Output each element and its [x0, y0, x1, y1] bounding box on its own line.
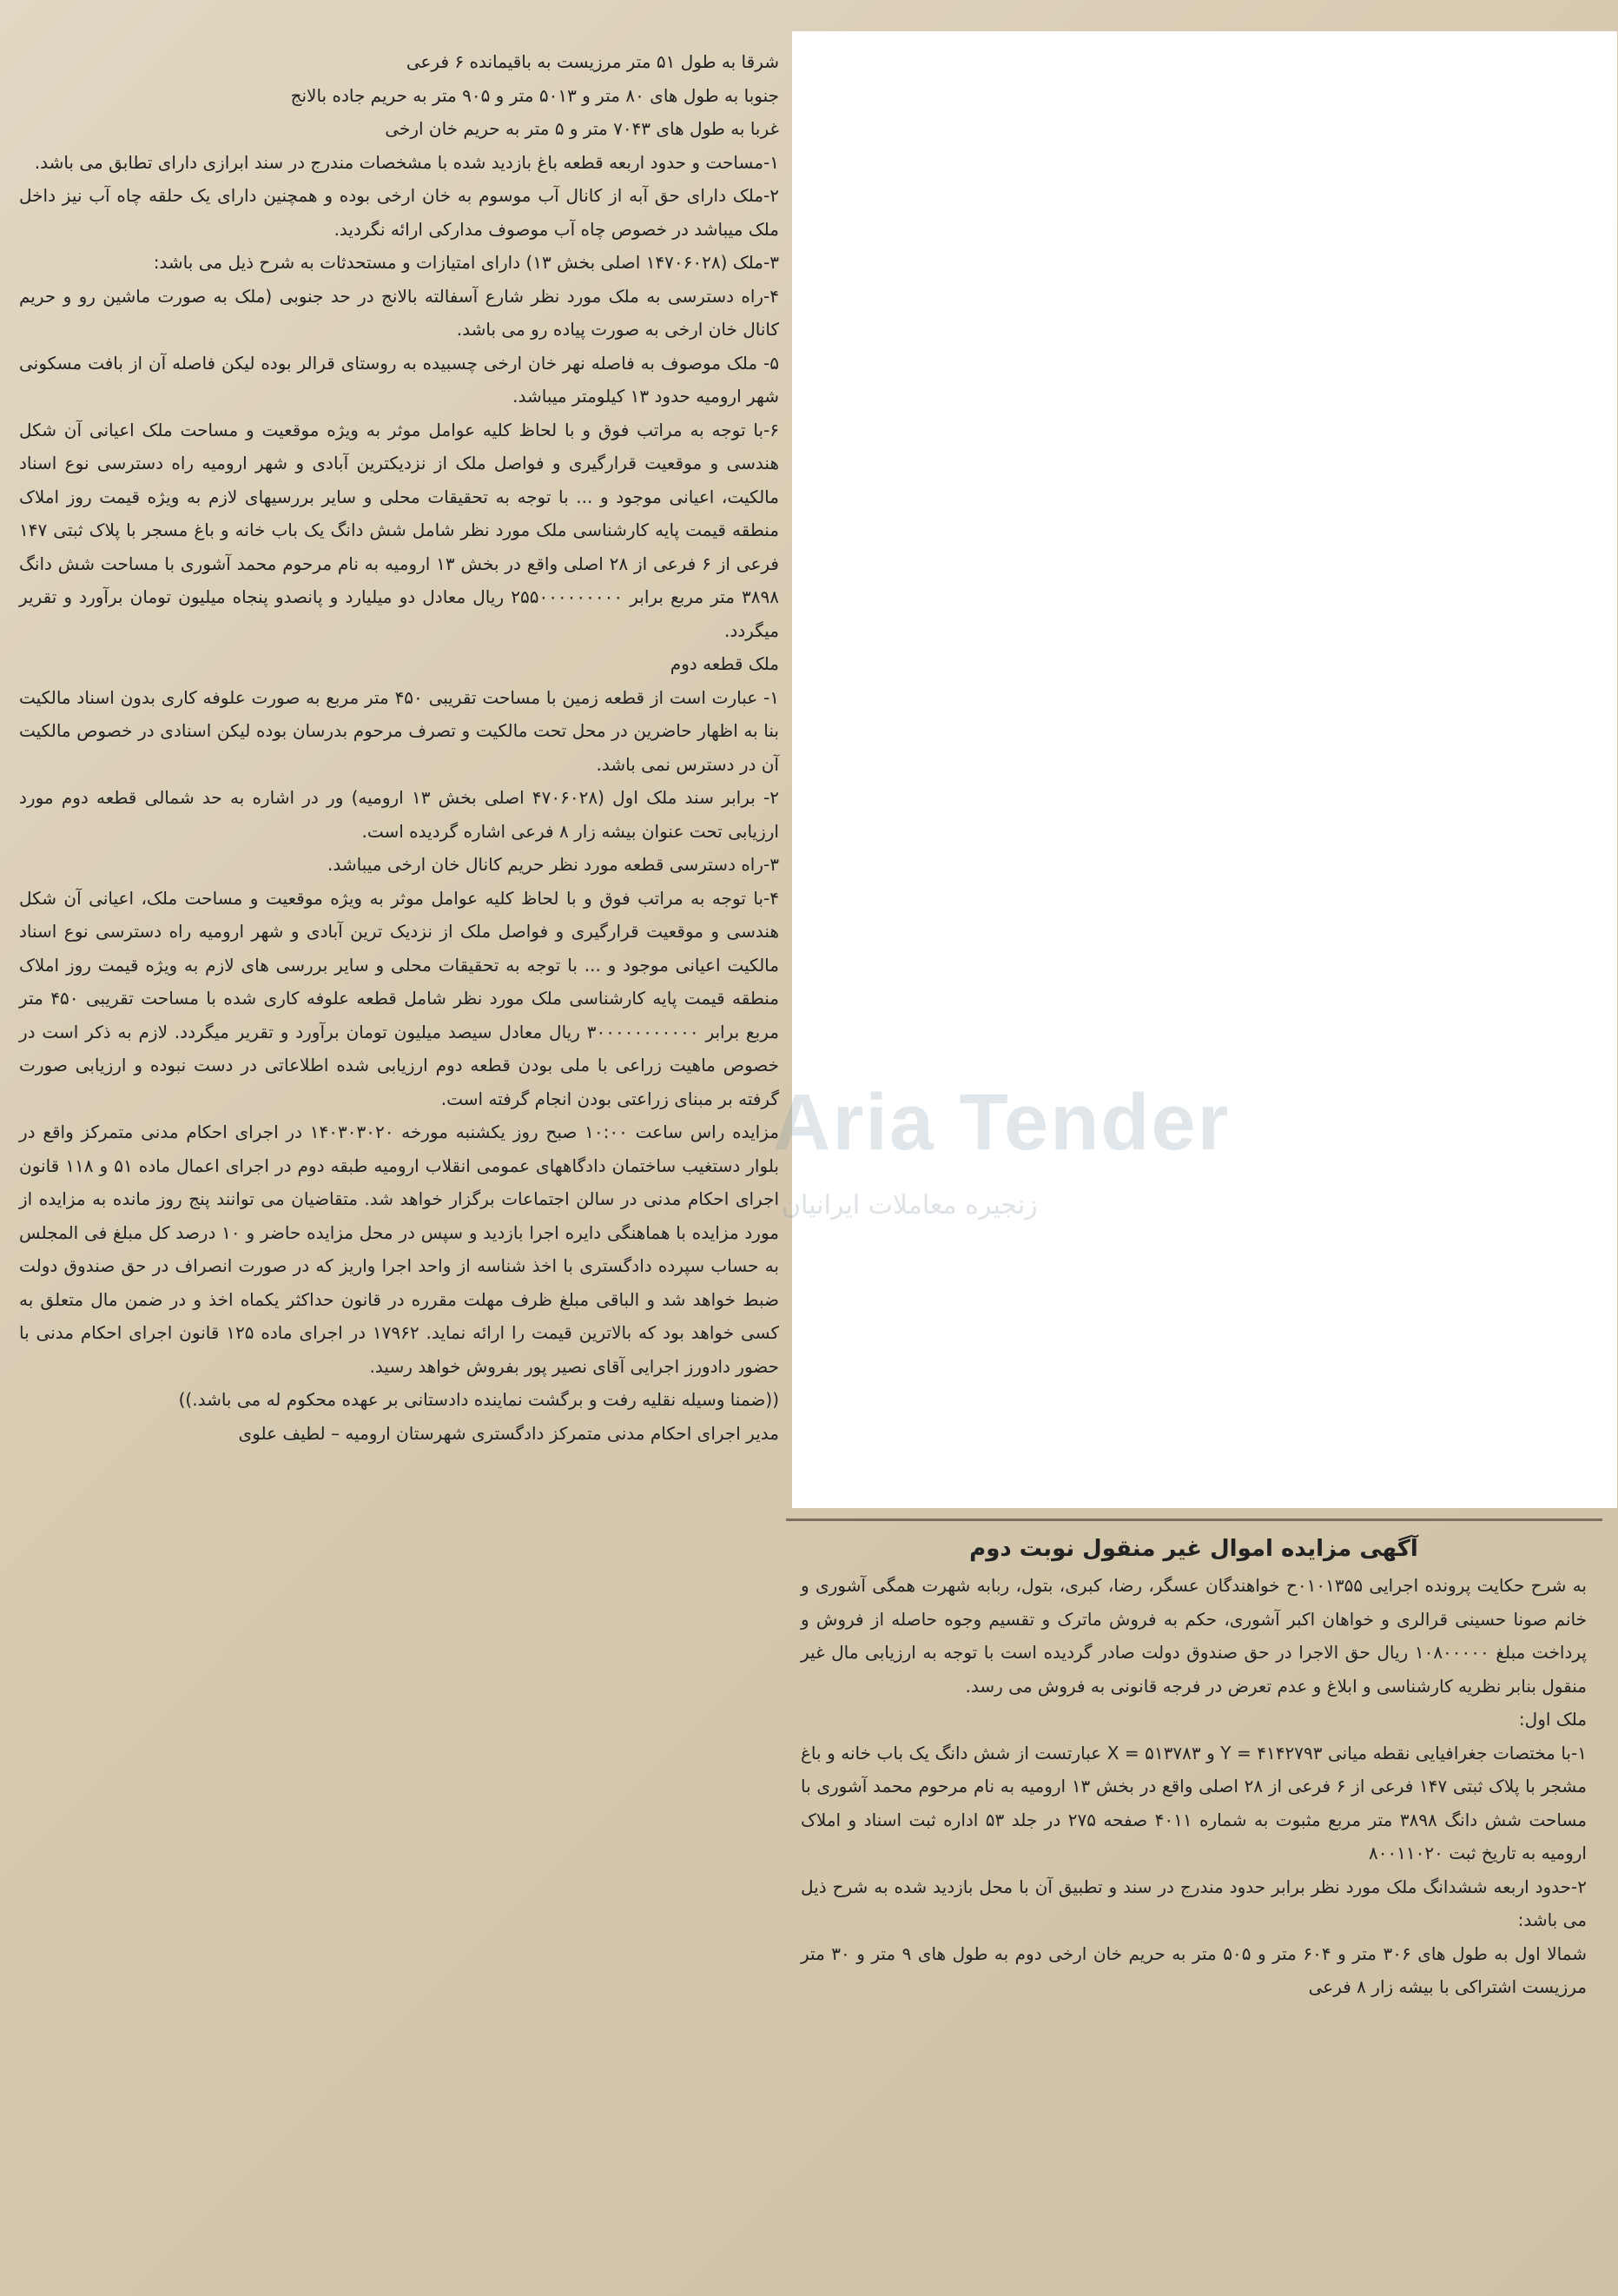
notice-title: آگهی مزایده اموال غیر منقول نوبت دوم [969, 1536, 1418, 1562]
text-paragraph: ۲- برابر سند ملک اول (۴۷۰۶۰۲۸ اصلی بخش ۱۳ ارومیه) ور در اشاره به حد شمالی قطعه دوم مورد ارزیابی تحت عنوان بیشه زار ۸ فرعی اشاره گردیده است. [19, 787, 779, 842]
text-paragraph: ۲-ملک دارای حق آبه از کانال آب موسوم به خان ارخی بوده و همچنین دارای یک حلقه چاه آب نیز داخل ملک میباشد در خصوص چاه آب موصوف مدارکی ارائه نگردید. [19, 185, 779, 240]
text-paragraph: ۳-راه دسترسی قطعه مورد نظر حریم کانال خان ارخی میباشد. [327, 854, 779, 875]
text-paragraph: ۱-با مختصات جغرافیایی نقطه میانی ۴۱۴۲۷۹۳ = Y و ۵۱۳۷۸۳ = X عبارتست از شش دانگ یک باب خانه و باغ مشجر با پلاک ثبتی ۱۴۷ فرعی از ۶ فرعی از ۲۸ اصلی واقع در بخش ۱۳ ارومیه به نام مرحوم محمد آشوری با مساحت شش دانگ ۳۸۹۸ متر مربع مثبوت به شماره ۴۰۱۱ صفحه ۲۷۵ در جلد ۵۳ اداره ثبت اسناد و املاک ارومیه به تاریخ ثبت ۸۰۰۱۱۰۲۰ [801, 1742, 1588, 1863]
watermark-tagline: زنجیره معاملات ایرانیان [782, 1190, 1038, 1221]
text-line: شرقا به طول ۵۱ متر مرزیست به باقیمانده ۶ فرعی [406, 51, 779, 72]
signature-line: مدیر اجرای احکام مدنی متمرکز دادگستری شهرستان ارومیه – لطیف علوی [238, 1422, 779, 1444]
column-divider [786, 1519, 1602, 1521]
text-paragraph: ۲-حدود اربعه ششدانگ ملک مورد نظر برابر حدود مندرج در سند و تطبیق آن با محل بازدید شده به شرح ذیل می باشد: [801, 1876, 1587, 1930]
text-paragraph: شمالا اول به طول های ۳۰۶ متر و ۶۰۴ متر و ۵۰۵ متر به حریم خان ارخی دوم به طول های ۹ متر و ۳۰ متر مرزیست اشتراکی با بیشه زار ۸ فرعی [801, 1942, 1588, 1997]
section-heading: ملک اول: [1518, 1709, 1587, 1730]
watermark-logo: Aria Tender [773, 1078, 1231, 1167]
right-column-text [801, 1529, 1587, 2004]
blank-area [792, 31, 1617, 1508]
left-column-text [19, 45, 779, 1450]
text-paragraph: به شرح حکایت پرونده اجرایی ۰۱۰۱۳۵۵ح خواهندگان عسگر، رضا، کبری، بتول، ربابه شهرت همگی آشوری و خانم صونا حسینی قرالری و خواهان اکبر آشوری، حکم به فروش ماترک و تقسیم وجوه حاصله از فروش و پرداخت مبلغ ۱۰۸۰۰۰۰۰ ریال حق الاجرا در حق صندوق دولت صادر گردیده است با توجه به ارزیابی مال غیر منقول بنابر نظریه کارشناسی و ابلاغ و عدم تعرض در فرجه قانونی به فروش می رسد. [801, 1575, 1588, 1697]
text-paragraph: مزایده راس ساعت ۱۰:۰۰ صبح روز یکشنبه مورخه ۱۴۰۳۰۳۰۲۰ در اجرای احکام مدنی متمرکز واقع در بلوار دستغیب ساختمان دادگاههای عمومی انقلاب ارومیه طبقه دوم در اجرای اعمال ماده ۵۱ و ۱۱۸ قانون اجرای احکام مدنی در سالن اجتماعات برگزار خواهد شد. متقاضیان می توانند پنج روز مانده به مزایده از مورد مزایده با هماهنگی دایره اجرا بازدید و سپس در محل مزایده حاضر و ۱۰ درصد کل مبلغ فی المجلس به حساب سپرده دادگستری با اخذ شناسه از واحد اجرا واریز که در صورت انصراف در حق صندوق دولت ضبط خواهد شد و الباقی مبلغ ظرف مهلت مقرره در قانون حداکثر یکماه اخذ و در ضمن مال متعلق به کسی خواهد بود که بالاترین قیمت را ارائه نماید. ۱۷۹۶۲ در اجرای ماده ۱۲۵ قانون اجرای احکام مدنی با حضور دادورز اجرایی آقای نصیر پور بفروش خواهد رسید. [19, 1122, 780, 1377]
text-paragraph: ۳-ملک (۱۴۷۰۶۰۲۸ اصلی بخش ۱۳) دارای امتیازات و مستحدثات به شرح ذیل می باشد: [153, 252, 779, 273]
text-note: ((ضمنا وسیله نقلیه رفت و برگشت نماینده دادستانی بر عهده محکوم له می باشد.)) [178, 1389, 779, 1410]
text-paragraph: ۴-با توجه به مراتب فوق و با لحاظ کلیه عوامل موثر به ویژه موقعیت و مساحت ملک، اعیانی آن شکل هندسی و موقعیت قرارگیری و فواصل ملک از نزدیک ترین آبادی و شهر ارومیه راه دسترسی نوع اسناد مالکیت اعیانی موجود و ... با توجه به تحقیقات محلی و سایر بررسی های لازم به ویژه قیمت روز املاک منطقه قیمت پایه کارشناسی ملک مورد نظر شامل قطعه علوفه کاری شده با مساحت تقریبی ۴۵۰ متر مربع برابر ۳۰۰۰۰۰۰۰۰۰۰۰ ریال معادل سیصد میلیون تومان برآورد و تقریر میگردد. لازم به ذکر است در خصوص ماهیت زراعی با ملی بودن قطعه دوم ارزیابی شده اطلاعاتی در دست نبوده و ارزیابی صورت گرفته بر مبنای زراعتی بودن انجام گرفته است. [19, 887, 779, 1109]
section-heading: ملک قطعه دوم [670, 653, 779, 674]
text-paragraph: ۶-با توجه به مراتب فوق و با لحاظ کلیه عوامل موثر به ویژه موقعیت و مساحت ملک اعیانی آن شکل هندسی و موقعیت قرارگیری و فواصل ملک از نزدیکترین آبادی و شهر ارومیه راه دسترسی نوع اسناد مالکیت، اعیانی موجود و ... با توجه به تحقیقات محلی و سایر بررسیهای لازم به ویژه قیمت روز املاک منطقه قیمت پایه کارشناسی ملک مورد نظر شامل شش دانگ یک باب خانه و باغ مسجر با پلاک ثبتی ۱۴۷ فرعی از ۶ فرعی از ۲۸ اصلی واقع در بخش ۱۳ ارومیه به نام مرحوم محمد آشوری با مساحت شش دانگ ۳۸۹۸ متر مربع برابر ۲۵۵۰۰۰۰۰۰۰۰۰ ریال معادل دو میلیارد و پانصدو پنجاه میلیون تومان برآورد و تقریر میگردد. [19, 419, 779, 641]
text-paragraph: ۵- ملک موصوف به فاصله نهر خان ارخی چسبیده به روستای قرالر بوده لیکن فاصله آن از بافت مسکونی شهر ارومیه حدود ۱۳ کیلومتر میباشد. [19, 352, 779, 407]
text-line: غربا به طول های ۷۰۴۳ متر و ۵ متر به حریم خان ارخی [385, 118, 779, 139]
text-paragraph: ۴-راه دسترسی به ملک مورد نظر شارع آسفالته بالانج در حد جنوبی (ملک به صورت ماشین رو و حریم کانال خان ارخی به صورت پیاده رو می باشد. [19, 285, 779, 340]
text-paragraph: ۱-مساحت و حدود اربعه قطعه باغ بازدید شده با مشخصات مندرج در سند ابرازی دارای تطابق می باشد. [34, 151, 779, 173]
text-line: جنوبا به طول های ۸۰ متر و ۵۰۱۳ متر و ۹۰۵ متر به حریم جاده بالانج [290, 84, 779, 106]
text-paragraph: ۱- عبارت است از قطعه زمین با مساحت تقریبی ۴۵۰ متر مربع به صورت علوفه کاری بدون اسناد مالکیت بنا به اظهار حاضرین در محل تحت مالکیت و تصرف مرحوم بدرسان بوده لیکن اسنادی در خصوص مالکیت آن در دسترس نمی باشد. [19, 686, 779, 775]
